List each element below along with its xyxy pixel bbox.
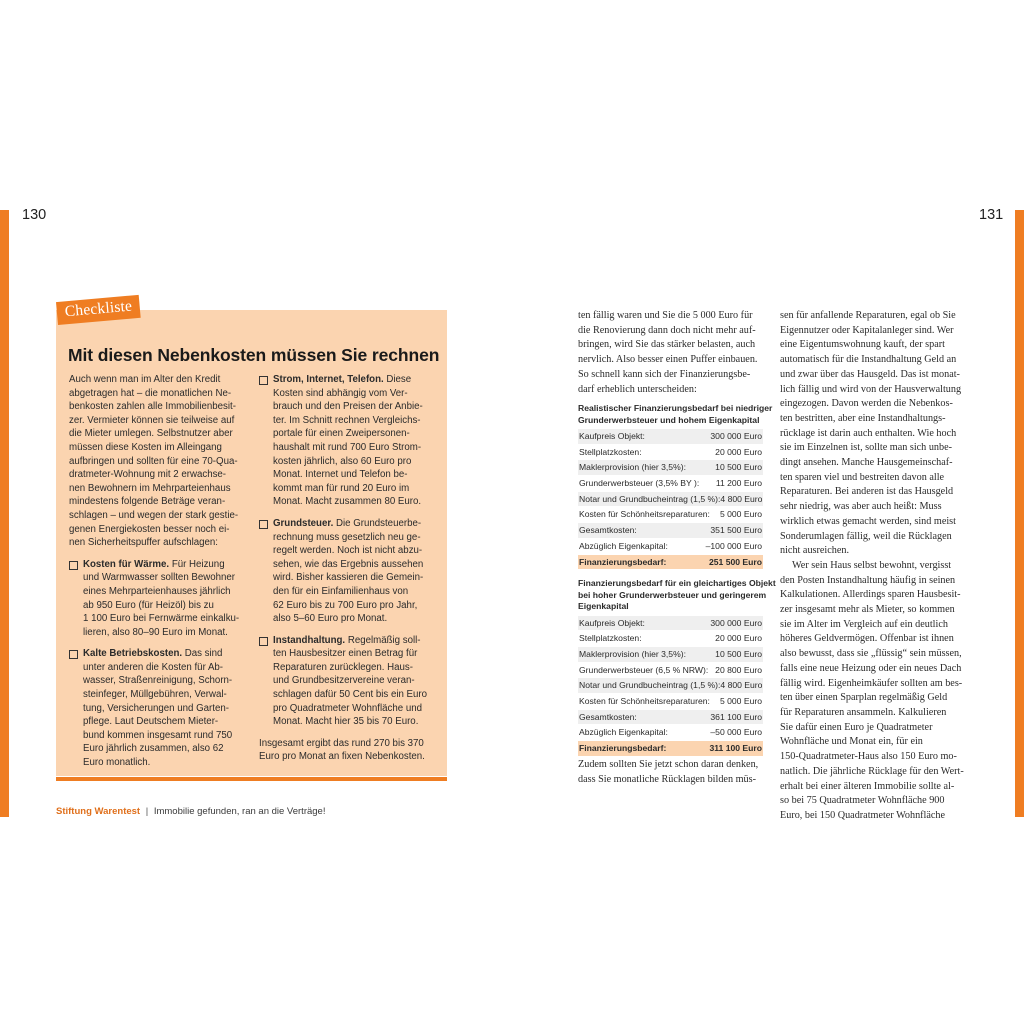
body-text-line: bringen, wird Sie das stärker belasten, auch: [578, 339, 756, 351]
footer-subtitle: Immobilie gefunden, ran an die Verträge!: [153, 806, 326, 817]
spacer: [69, 550, 255, 558]
footer-separator: |: [145, 806, 149, 817]
table-total-row: [578, 741, 763, 757]
checkbox-icon: [259, 520, 268, 529]
table-row: [578, 476, 763, 492]
table-cell-label: Maklerprovision (hier 3,5%):: [579, 462, 686, 473]
checklist-item: [69, 558, 255, 640]
body-text-line: sehr niedrig, was aber auch heißt: Muss: [780, 501, 942, 513]
checklist-item-line: lieren, also 80–90 Euro im Monat.: [83, 626, 228, 638]
table-cell-value: –50 000 Euro: [710, 727, 762, 738]
table-row: [578, 492, 763, 508]
body-text-line: erhalt bei einer älteren Immobilie sollte al-: [780, 780, 955, 792]
body-text-line: so bei 75 Quadratmeter Wohnfläche 900: [780, 795, 945, 807]
checklist-item-text: Diese: [383, 374, 412, 385]
checklist-item-line: ab 950 Euro (für Heizöl) bis zu: [83, 599, 214, 611]
table-row: [578, 631, 763, 647]
body-text-line: zer insgesamt mehr als Mieter, so kommen: [780, 604, 955, 616]
body-text-line: Sonderumlagen fällig, weil die Rücklagen: [780, 530, 952, 542]
table-cell-label: Grunderwerbsteuer (3,5% BY ):: [579, 478, 700, 489]
body-text-line: automatisch für die Instandhaltung Geld an: [780, 354, 957, 366]
table-cell-label: Maklerprovision (hier 3,5%):: [579, 648, 686, 659]
checkbox-icon: [69, 650, 78, 659]
table-cell-value: 4 800 Euro: [720, 493, 763, 504]
body-text-line: und zwar über das Hausgeld. Das ist monat-: [780, 368, 960, 380]
checklist-summary-line: Euro pro Monat an fixen Nebenkosten.: [259, 751, 425, 763]
table-cell-value: 10 500 Euro: [715, 648, 762, 659]
checklist-intro-line: dratmeter-Wohnung mit 2 erwachse-: [69, 469, 227, 481]
table-cell-label: Abzüglich Eigenkapital:: [579, 540, 668, 551]
checklist-tag: Checkliste: [56, 295, 141, 325]
right-page-edge-bar: [1015, 210, 1024, 817]
body-text-line: dass Sie monatliche Rücklagen bilden müs-: [578, 773, 756, 785]
checklist-item-text: Das sind: [182, 648, 223, 660]
checklist-item-heading: Kalte Betriebskosten.: [83, 648, 183, 660]
checklist-intro-line: aufbringen und sollten für eine 70-Qua-: [69, 455, 238, 467]
checklist-item-line: und Warmwasser sollten Bewohner: [83, 572, 236, 584]
body-text-line: nervlich. Also besser einen Puffer einbauen.: [578, 354, 758, 366]
table-cell-label: Kosten für Schönheitsreparaturen:: [579, 695, 710, 706]
body-text-line: eine Eigentumswohnung kauft, der spart: [780, 339, 945, 351]
body-text-line: Zudem sollten Sie jetzt schon daran denken,: [578, 759, 759, 770]
body-text-line: eingezogen. Davon werden die Nebenkos-: [780, 398, 953, 410]
table-row: [578, 678, 763, 694]
checklist-item-line: Euro monatlich.: [83, 757, 151, 769]
checklist-item-first-line: [273, 634, 445, 648]
body-text-line: für Reparaturen ansammeln. Kalkulieren: [780, 706, 947, 718]
body-text-line: sie im Alter im Vergleich auf ein deutlich: [780, 618, 948, 630]
table-row: [578, 523, 763, 539]
body-text-line: Kalkulationen. Allerdings sparen Hausbesit-: [780, 589, 961, 601]
body-text-line: rücklage ist darin auch enthalten. Wie hoch: [780, 427, 957, 439]
body-text-line: Eigennutzer oder Kapitalanleger sind. Wer: [780, 324, 954, 336]
body-text-line: Wohnfläche und Monat ein, für ein: [780, 736, 923, 748]
checklist-item-line: wasser, Straßenreinigung, Schorn-: [83, 675, 233, 687]
checklist-item-line: Kosten sind abhängig vom Ver-: [273, 387, 408, 399]
table-cell-label: Kaufpreis Objekt:: [579, 617, 645, 628]
table-row: [578, 663, 763, 679]
table-cell-value: 4 800 Euro: [720, 680, 763, 691]
body-text-line: Sie dafür einen Euro je Quadratmeter: [780, 721, 933, 733]
table-cell-value: 361 100 Euro: [710, 711, 762, 722]
table-row: [578, 507, 763, 523]
checklist-item-line: kommt man für rund 20 Euro im: [273, 482, 410, 494]
footer-brand: Stiftung Warentest: [56, 806, 141, 817]
checklist-intro-line: zer. Vermieter können sie teilweise auf: [69, 414, 235, 426]
checklist-item: [259, 634, 445, 729]
table-caption-line: Realistischer Finanzierungsbedarf bei niedriger: [578, 403, 773, 413]
table-cell-value: –100 000 Euro: [705, 540, 762, 551]
checklist-title: Mit diesen Nebenkosten müssen Sie rechnen: [68, 345, 440, 365]
table-cell-label: Abzüglich Eigenkapital:: [579, 727, 668, 738]
table-cell-label: Notar und Grundbucheintrag (1,5 %):: [579, 680, 721, 691]
footer: [56, 806, 325, 817]
checklist-item: [69, 647, 255, 769]
table-total-label: Finanzierungsbedarf:: [579, 743, 667, 753]
table-cell-label: Grunderwerbsteuer (6,5 % NRW):: [579, 664, 709, 675]
checklist-item-line: 1 100 Euro bei Fernwärme einkalku-: [83, 613, 240, 625]
checklist-right-column: [259, 373, 445, 764]
table-caption-line: Grunderwerbsteuer und hohem Eigenkapital: [578, 414, 760, 425]
checklist-item-line: schlagen dafür 50 Cent bis ein Euro: [273, 689, 428, 701]
table-cell-value: 10 500 Euro: [715, 462, 762, 473]
table-cell-value: 20 000 Euro: [715, 446, 762, 457]
table-row: [578, 445, 763, 461]
checklist-item-line: also 5–60 Euro pro Monat.: [273, 613, 388, 625]
body-text-line: den Posten Instandhaltung häufig in seinen: [780, 574, 956, 586]
checklist-item-line: haushalt mit rund 700 Euro Strom-: [273, 441, 422, 453]
table-row: [578, 725, 763, 741]
body-text-line: die Renovierung dann doch nicht mehr auf-: [578, 324, 756, 336]
checklist-intro-line: schlagen – und wegen der stark gestie-: [69, 509, 239, 521]
body-text-line: nicht ausreichen.: [780, 545, 850, 557]
checklist-intro-line: die Mieter umlegen. Selbstnutzer aber: [69, 428, 233, 440]
checklist-item-text: Regelmäßig soll-: [345, 634, 421, 646]
table-cell-value: 20 800 Euro: [715, 664, 762, 675]
body-text-line: Reparaturen. Bei anderen ist das Hausgeld: [780, 486, 954, 498]
checklist-item-line: eines Mehrparteienhauses jährlich: [83, 585, 231, 597]
body-text-line: Wer sein Haus selbst bewohnt, vergisst: [792, 559, 952, 571]
checklist-summary-line: Insgesamt ergibt das rund 270 bis 370: [259, 737, 424, 749]
table-caption: [578, 578, 776, 613]
body-text-line: ten bestritten, aber eine Instandhaltungs-: [780, 412, 946, 424]
checklist-item-first-line: [83, 558, 255, 572]
checklist-item-line: rechnung muss gesetzlich neu ge-: [273, 531, 421, 543]
checklist-item-line: ten Hausbesitzer einen Betrag für: [273, 648, 418, 660]
body-text-line: So schnell kann sich der Finanzierungsbe-: [578, 368, 751, 380]
checklist-item-line: pflege. Laut Deutschem Mieter-: [83, 716, 219, 728]
table-cell-value: 5 000 Euro: [719, 509, 762, 520]
body-text-column-a-top: [578, 309, 768, 397]
checklist-intro-line: müssen diese Kosten im Alleingang: [69, 441, 222, 453]
body-text-column-a-bottom: [578, 758, 768, 787]
body-text-line: falls eine neue Heizung oder ein neues Dach: [780, 662, 962, 674]
table-cell-value: 5 000 Euro: [719, 695, 762, 706]
page-number-right: 131: [979, 207, 1004, 223]
checklist-item-line: den für ein Einfamilienhaus von: [273, 585, 409, 597]
checklist-item-first-line: [273, 373, 445, 387]
spacer: [69, 770, 255, 778]
body-text-line: höheres Geldvermögen. Offenbar ist ihnen: [780, 633, 954, 645]
table-row: [578, 710, 763, 726]
checklist-left-column: [69, 373, 255, 778]
table-cell-label: Stellplatzkosten:: [579, 446, 642, 457]
checklist-item-line: regelt werden. Noch ist nicht abzu-: [273, 545, 423, 557]
table-caption: [578, 403, 773, 426]
checklist-intro-line: nen Sicherheitspuffer aufschlagen:: [69, 537, 219, 549]
body-text-line: sie im Einzelnen ist, sollte man sich unbe-: [780, 442, 953, 454]
body-text-line: Euro, bei 150 Quadratmeter Wohnfläche: [780, 809, 946, 821]
checklist-item-line: pro Quadratmeter Wohnfläche und: [273, 702, 422, 714]
table-cell-label: Gesamtkosten:: [579, 711, 637, 722]
spacer: [259, 509, 445, 517]
checklist-item-heading: Grundsteuer.: [273, 517, 334, 529]
checkbox-icon: [259, 376, 268, 385]
checklist-item-line: und Grundbesitzervereine veran-: [273, 675, 415, 687]
checklist-intro-line: mindestens folgende Beträge veran-: [69, 496, 226, 508]
left-page-edge-bar: [0, 210, 9, 817]
checklist-item-text: Die Grundsteuerbe-: [333, 517, 422, 529]
table-caption-line: bei hoher Grunderwerbsteuer und geringerem: [578, 589, 767, 600]
checklist-item-line: Monat. Macht zusammen 80 Euro.: [273, 496, 422, 508]
table-total-value: 251 500 Euro: [708, 556, 762, 567]
body-text-line: sen für anfallende Reparaturen, egal ob Sie: [780, 310, 956, 321]
checklist-item-heading: Instandhaltung.: [273, 634, 346, 646]
spacer: [259, 729, 445, 737]
checklist-item: [259, 373, 445, 509]
table-row: [578, 539, 763, 555]
checklist-item-line: unter anderen die Kosten für Ab-: [83, 661, 224, 673]
checklist-item-line: Monat. Macht hier 35 bis 70 Euro.: [273, 716, 419, 728]
table-cell-label: Stellplatzkosten:: [579, 633, 642, 644]
checklist-item-line: Euro jährlich zusammen, also 62: [83, 743, 224, 755]
financing-table-1: [578, 403, 773, 570]
checklist-intro-line: nen Bewohnern im Mehrparteienhaus: [69, 482, 231, 494]
checklist-item-line: ter. Im Schnitt rechnen Vergleichs-: [273, 414, 421, 426]
checklist-item-heading: Strom, Internet, Telefon.: [273, 374, 384, 385]
table-row: [578, 694, 763, 710]
financing-table-2: [578, 578, 776, 757]
table-cell-label: Notar und Grundbucheintrag (1,5 %):: [579, 493, 721, 504]
table-cell-label: Kosten für Schönheitsreparaturen:: [579, 509, 710, 520]
spacer: [259, 626, 445, 634]
page-number-left: 130: [22, 207, 47, 223]
body-text-line: lich fällig und wird von der Hausverwaltung: [780, 383, 962, 395]
body-text-line: ten über einen Sparplan regelmäßig Geld: [780, 692, 948, 704]
checklist-intro-line: genen Energiekosten besser noch ei-: [69, 523, 230, 535]
body-text-line: wirklich etwas gemacht werden, sind meist: [780, 515, 956, 527]
body-text-line: also bewusst, dass sie „flüssig“ sein müssen,: [780, 648, 962, 660]
table-caption-line: Eigenkapital: [578, 601, 629, 611]
body-text-line: darf erheblich unterscheiden:: [578, 383, 697, 395]
checklist-item-first-line: [83, 647, 255, 661]
table-total-row: [578, 555, 763, 571]
checklist-item-line: 62 Euro bis zu 700 Euro pro Jahr,: [273, 599, 418, 611]
checklist-item-text: Für Heizung: [169, 558, 225, 570]
table-row: [578, 460, 763, 476]
checklist-item-line: brauch und den Preisen der Anbie-: [273, 401, 423, 413]
table-caption-line: Finanzierungsbedarf für ein gleichartiges Objekt: [578, 578, 776, 588]
spacer: [69, 639, 255, 647]
table-cell-value: 351 500 Euro: [710, 525, 762, 536]
checkbox-icon: [69, 561, 78, 570]
table-cell-label: Kaufpreis Objekt:: [579, 431, 645, 441]
checklist-item-heading: Kosten für Wärme.: [83, 558, 170, 570]
checklist-item-line: Reparaturen zurücklegen. Haus-: [273, 661, 414, 673]
body-text-column-b: [780, 309, 970, 824]
table-row: [578, 429, 763, 445]
checklist-item-line: Monat. Internet und Telefon be-: [273, 469, 408, 481]
table-row: [578, 647, 763, 663]
checklist-intro-line: benkosten zahlen alle Immobilienbesit-: [69, 401, 236, 413]
checkbox-icon: [259, 637, 268, 646]
checklist-intro-line: abgetragen hat – die monatlichen Ne-: [69, 387, 232, 399]
checklist-intro-line: Auch wenn man im Alter den Kredit: [69, 374, 221, 385]
body-text-line: fällig wird. Eigenheimkäufer sollten am bes-: [780, 677, 963, 689]
checklist-item-line: steinfeger, Müllgebühren, Verwal-: [83, 689, 227, 701]
body-text-line: ten fällig waren und Sie die 5 000 Euro für: [578, 310, 753, 321]
table-cell-value: 11 200 Euro: [715, 478, 762, 489]
checklist-item-line: tung, Versicherungen und Garten-: [83, 702, 229, 714]
table-cell-value: 20 000 Euro: [715, 633, 762, 644]
body-text-line: 150-Quadratmeter-Haus also 150 Euro mo-: [780, 751, 957, 763]
table-row: [578, 616, 763, 632]
checklist-item-line: kosten jährlich, also 60 Euro pro: [273, 455, 412, 467]
body-text-line: dingt ansehen. Manche Hausgemeinschaf-: [780, 457, 953, 469]
table-cell-value: 300 000 Euro: [710, 617, 762, 628]
checklist-item-line: portale für einen Zweipersonen-: [273, 428, 410, 440]
checklist-item: [259, 517, 445, 626]
table-total-label: Finanzierungsbedarf:: [579, 556, 667, 567]
table-cell-value: 300 000 Euro: [710, 431, 762, 441]
checklist-item-line: sehen, wie das Ergebnis aussehen: [273, 558, 424, 570]
body-text-line: natlich. Die jährliche Rücklage für den Wert-: [780, 765, 964, 777]
table-cell-label: Gesamtkosten:: [579, 525, 637, 536]
checklist-item-first-line: [273, 517, 445, 531]
checklist-item-line: bund kommen insgesamt rund 750: [83, 729, 233, 741]
checklist-item-line: wird. Bisher kassieren die Gemein-: [273, 572, 424, 584]
table-total-value: 311 100 Euro: [709, 743, 762, 753]
body-text-line: ten sparen viel und bestreiten davon alle: [780, 471, 945, 483]
